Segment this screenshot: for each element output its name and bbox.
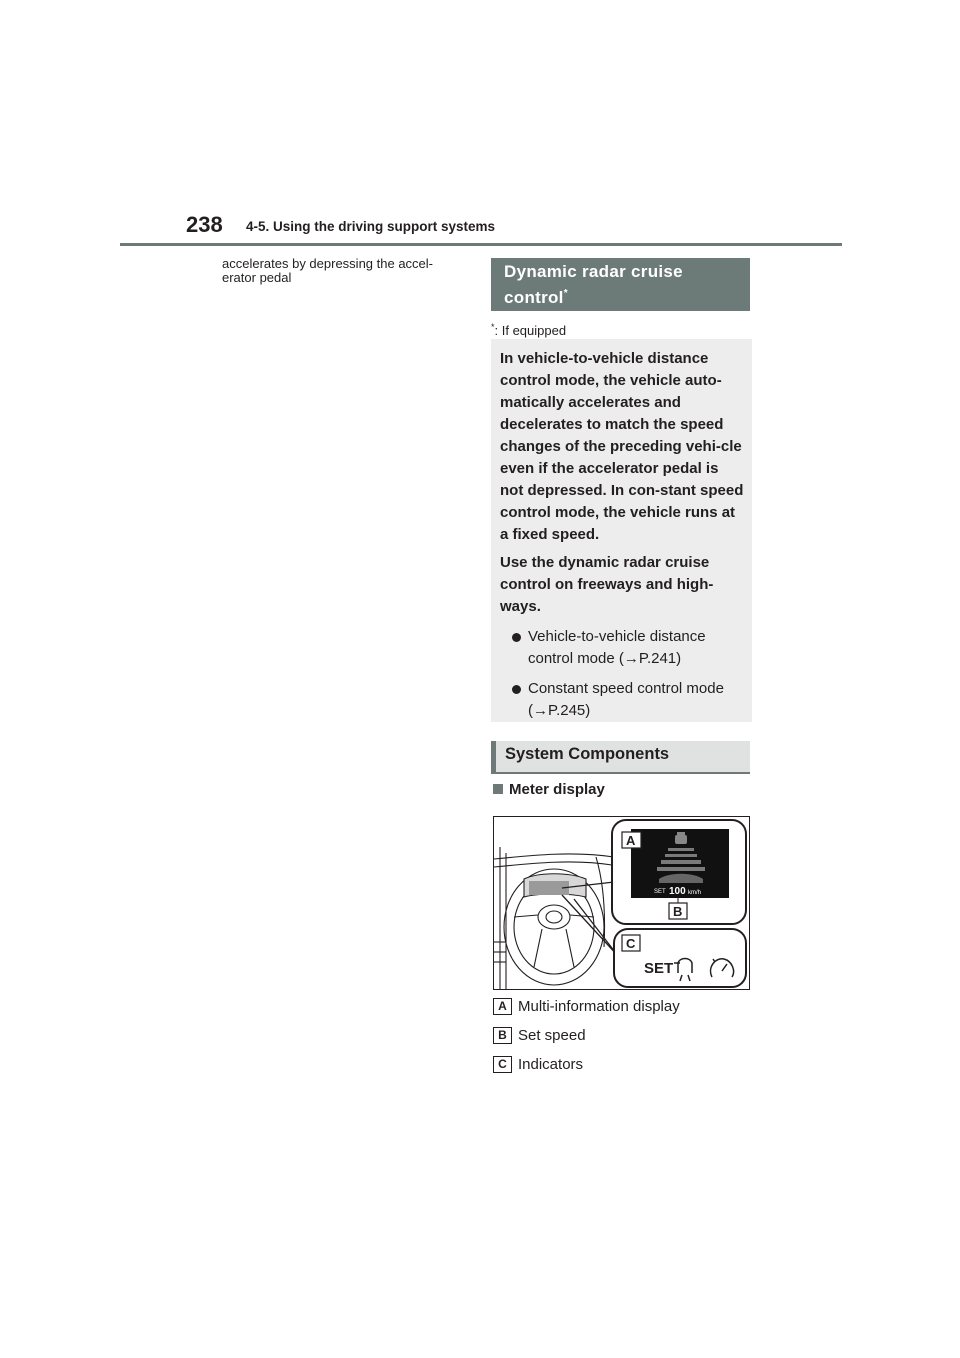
callout-c-text: C [626, 936, 636, 951]
display-set-speed: 100 [669, 886, 686, 897]
legend-letter: B [493, 1027, 512, 1044]
continued-paragraph: accelerates by depressing the accel-erator pedal [222, 256, 434, 285]
footnote-mark: * [491, 322, 495, 332]
steering-hub [538, 905, 570, 929]
display-speed-unit: km/h [688, 890, 702, 896]
meter-illustration [494, 817, 750, 990]
bullet-text-link[interactable]: Constant speed control mode (→P.245) [528, 680, 724, 719]
header-rule [120, 243, 842, 246]
heading-dynamic-radar-cruise [491, 258, 750, 311]
meter-display-subhead [493, 781, 605, 798]
callout-a-text: A [626, 833, 636, 848]
legend-text: Multi-information display [518, 998, 680, 1015]
set-indicator-icon: SET [644, 960, 674, 977]
intro-paragraph-1: In vehicle-to-vehicle distance control mode, the vehicle auto-matically accelerates and decelerates to match the speed changes of the preceding vehi-cle even if the accelerator pedal is not depressed. In con-stant speed control mode, the vehicle runs at a fixed speed. [500, 350, 744, 543]
display-set-label: SET [654, 889, 666, 895]
footnote [491, 322, 566, 338]
bullet-text-link[interactable]: Vehicle-to-vehicle distance control mode (→P.241) [528, 628, 706, 667]
legend-item-a [493, 998, 680, 1015]
legend-letter: A [493, 998, 512, 1015]
heading-system-components: System Components [491, 741, 750, 774]
heading-dynamic-title: Dynamic radar cruise control [504, 262, 683, 307]
bullet-item [500, 678, 744, 722]
legend-text: Set speed [518, 1027, 586, 1044]
heading-asterisk: * [563, 288, 568, 299]
page-number: 238 [186, 212, 223, 237]
meter-display-figure [493, 816, 750, 990]
intro-box [491, 339, 752, 722]
section-title: 4-5. Using the driving support systems [246, 219, 496, 234]
legend-item-c [493, 1056, 583, 1073]
bullet-dot-icon [512, 633, 521, 642]
square-bullet-icon [493, 784, 503, 794]
callout-b-text: B [673, 904, 683, 919]
legend-text: Indicators [518, 1056, 584, 1073]
subhead-text: Meter display [509, 781, 605, 798]
bullet-item [500, 626, 744, 670]
intro-paragraph-2: Use the dynamic radar cruise control on freeways and high-ways. [500, 554, 714, 615]
dashboard-drawing [494, 847, 614, 990]
bullet-dot-icon [512, 685, 521, 694]
footnote-text: : If equipped [494, 323, 567, 338]
legend-letter: C [493, 1056, 512, 1073]
legend-item-b [493, 1027, 586, 1044]
